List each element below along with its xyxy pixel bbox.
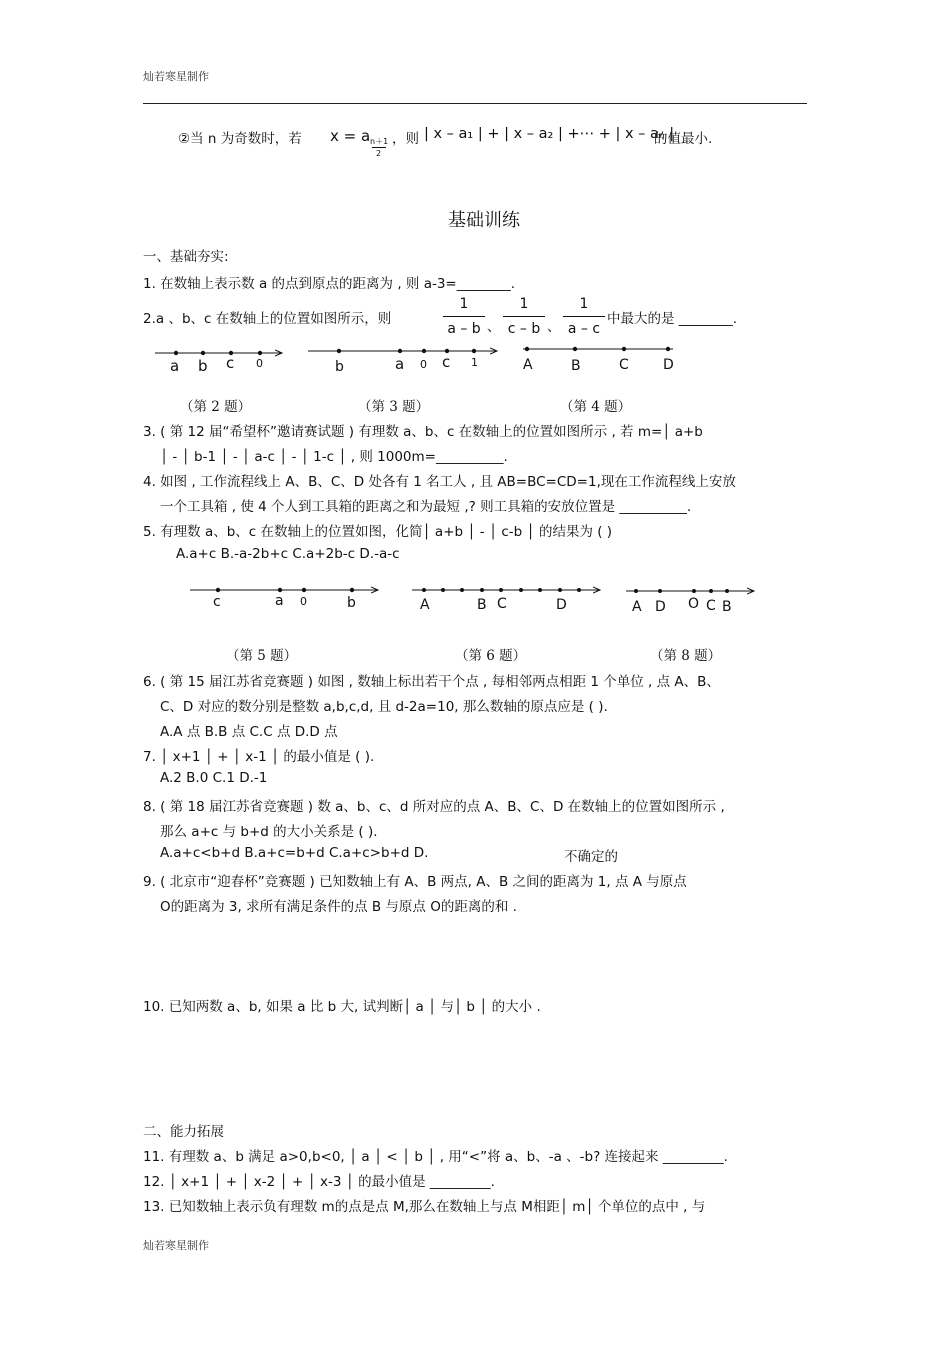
point-C (622, 347, 626, 351)
fraction-1-over-a-minus-b (443, 295, 485, 338)
line-fig-4 (523, 347, 674, 374)
caption-fig-5: （第 5 题） (226, 648, 298, 664)
question-3-line-1: 3. ( 第 12 届“希望杯”邀请赛试题 ) 有理数 a、b、c 在数轴上的位置如图所示 , 若 m=│ a+b (143, 424, 703, 440)
fraction-bar (563, 316, 605, 317)
label-D: D (556, 597, 567, 613)
question-6-line-1: 6. ( 第 15 届江苏省竞赛题 ) 如图 , 数轴上标出若干个点 , 每相邻两点相距 1 个单位 , 点 A、B、 (143, 674, 720, 690)
label-A: A (632, 599, 642, 615)
caption-fig-3: （第 3 题） (358, 399, 430, 415)
label-O: O (688, 596, 700, 612)
label-B: B (722, 599, 732, 615)
fraction-denominator: a – b (447, 321, 481, 337)
question-8-option-d: 不确定的 (564, 849, 618, 865)
point-0 (302, 588, 306, 592)
question-5-options: A.a+c B.-a-2b+c C.a+2b-c D.-a-c (176, 546, 400, 562)
figures-row-2 (0, 580, 950, 620)
label-0: 0 (420, 358, 427, 371)
point-D (666, 347, 670, 351)
question-1: 1. 在数轴上表示数 a 的点到原点的距离为 , 则 a-3=________. (143, 276, 516, 292)
question-10: 10. 已知两数 a、b, 如果 a 比 b 大, 试判断│ a │ 与│ b │ 的大小 . (143, 999, 541, 1015)
label-A: A (420, 597, 430, 613)
question-3-line-2: │ - │ b-1 │ - │ a-c │ - │ 1-c │ , 则 1000m=__________. (160, 449, 508, 465)
question-8-options: A.a+c<b+d B.a+c=b+d C.a+c>b+d D. (160, 845, 429, 861)
fraction-1-over-a-minus-c (563, 295, 605, 338)
point-b (201, 351, 205, 355)
caption-fig-6: （第 6 题） (455, 648, 527, 664)
formula-x-eq: x = a (330, 127, 371, 145)
fraction-denominator: c – b (507, 321, 541, 337)
label-1: 1 (471, 356, 478, 369)
page-footer: 灿若寒星制作 (143, 1239, 209, 1252)
label-c: c (226, 354, 235, 372)
point-0 (258, 351, 262, 355)
label-C: C (619, 357, 629, 373)
question-7-stem: 7. │ x+1 │ + │ x-1 │ 的最小值是 ( ). (143, 749, 375, 765)
question-4-line-1: 4. 如图 , 工作流程线上 A、B、C、D 处各有 1 名工人 , 且 AB=BC=CD=1,现在工作流程线上安放 (143, 474, 736, 490)
number-line-fig-2 (155, 351, 282, 375)
question-6-options: A.A 点 B.B 点 C.C 点 D.D 点 (160, 724, 338, 740)
formula-prefix: ②当 n 为奇数时，若 (178, 131, 302, 147)
label-c: c (213, 594, 221, 610)
point-b (350, 588, 354, 592)
fraction-bar (503, 316, 545, 317)
question-7-options: A.2 B.0 C.1 D.-1 (160, 770, 268, 786)
fraction-numerator: 1 (459, 296, 469, 312)
label-a: a (170, 357, 180, 375)
header-rule (143, 103, 807, 104)
formula-then: ，则 (392, 131, 419, 147)
number-line-fig-5 (190, 588, 378, 611)
label-A: A (523, 357, 533, 373)
section-heading-1: 一、基础夯实: (143, 249, 229, 265)
question-8-line-2: 那么 a+c 与 b+d 的大小关系是 ( ). (160, 824, 378, 840)
question-5-stem: 5. 有理数 a、b、c 在数轴上的位置如图，化简│ a+b │ - │ c-b │ 的结果为 ( ) (143, 524, 613, 540)
fraction-separator: 、 (547, 319, 561, 335)
point-b (337, 349, 341, 353)
formula-suffix: 的值最小. (654, 131, 713, 147)
question-2-prefix: 2.a 、b、c 在数轴上的位置如图所示，则 (143, 311, 392, 327)
question-9-line-1: 9. ( 北京市“迎春杯”竞赛题 ) 已知数轴上有 A、B 两点, A、B 之间的距离为 1, 点 A 与原点 (143, 874, 687, 890)
question-2-suffix: 中最大的是 ________. (607, 311, 738, 327)
question-4-line-2: 一个工具箱 , 使 4 个人到工具箱的距离之和为最短 ,? 则工具箱的安放位置是 __________. (160, 499, 692, 515)
point-0 (422, 349, 426, 353)
caption-fig-2: （第 2 题） (180, 399, 252, 415)
label-D: D (663, 357, 674, 373)
question-9-line-2: O的距离为 3, 求所有满足条件的点 B 与原点 O的距离的和 . (160, 899, 517, 915)
label-b: b (198, 357, 208, 375)
formula-subscript-bar (372, 147, 386, 148)
point-A (525, 347, 529, 351)
label-D: D (655, 599, 666, 615)
figures-row-1 (0, 340, 950, 380)
fraction-numerator: 1 (579, 296, 589, 312)
label-B: B (477, 597, 487, 613)
fraction-denominator: a – c (567, 321, 601, 337)
label-a: a (395, 355, 405, 373)
question-6-line-2: C、D 对应的数分别是整数 a,b,c,d, 且 d-2a=10, 那么数轴的原点应是 ( ). (160, 699, 608, 715)
formula-subscript-top: n＋1 (370, 137, 389, 146)
section-heading-2: 二、能力拓展 (143, 1124, 224, 1140)
caption-fig-8: （第 8 题） (650, 648, 722, 664)
label-c: c (442, 353, 451, 371)
label-C: C (497, 596, 507, 612)
fraction-bar (443, 316, 485, 317)
label-b: b (335, 359, 344, 375)
point-a (174, 351, 178, 355)
label-0: 0 (256, 357, 263, 370)
caption-fig-4: （第 4 题） (560, 399, 632, 415)
point-a (398, 349, 402, 353)
label-C: C (706, 598, 716, 614)
fraction-1-over-c-minus-b (503, 295, 545, 338)
point-B (573, 347, 577, 351)
question-11: 11. 有理数 a、b 满足 a>0,b<0, │ a │ < │ b │ , 用“<”将 a、b、-a 、-b? 连接起来 _________. (143, 1149, 728, 1165)
number-line-fig-6 (412, 588, 600, 613)
question-13: 13. 已知数轴上表示负有理数 m的点是点 M,那么在数轴上与点 M相距│ m│ 个单位的点中 , 与 (143, 1199, 706, 1215)
number-line-fig-3 (308, 349, 497, 375)
number-line-fig-8 (626, 589, 754, 615)
page-title: 基础训练 (448, 210, 520, 231)
point-c (216, 588, 220, 592)
label-a: a (275, 593, 284, 609)
page-header: 灿若寒星制作 (143, 70, 209, 83)
fraction-separator: 、 (487, 319, 501, 335)
question-8-line-1: 8. ( 第 18 届江苏省竞赛题 ) 数 a、b、c、d 所对应的点 A、B、C、D 在数轴上的位置如图所示 , (143, 799, 725, 815)
question-12: 12. │ x+1 │ + │ x-2 │ + │ x-3 │ 的最小值是 _________. (143, 1174, 495, 1190)
label-0: 0 (300, 595, 307, 608)
point-a (278, 588, 282, 592)
formula-subscript-bottom: 2 (376, 149, 382, 158)
fraction-numerator: 1 (519, 296, 529, 312)
label-B: B (571, 358, 581, 374)
point-1 (472, 349, 476, 353)
label-b: b (347, 595, 356, 611)
formula-expression: | x – a₁ | + | x – a₂ | +⋯ + | x – aₙ | (424, 126, 675, 142)
